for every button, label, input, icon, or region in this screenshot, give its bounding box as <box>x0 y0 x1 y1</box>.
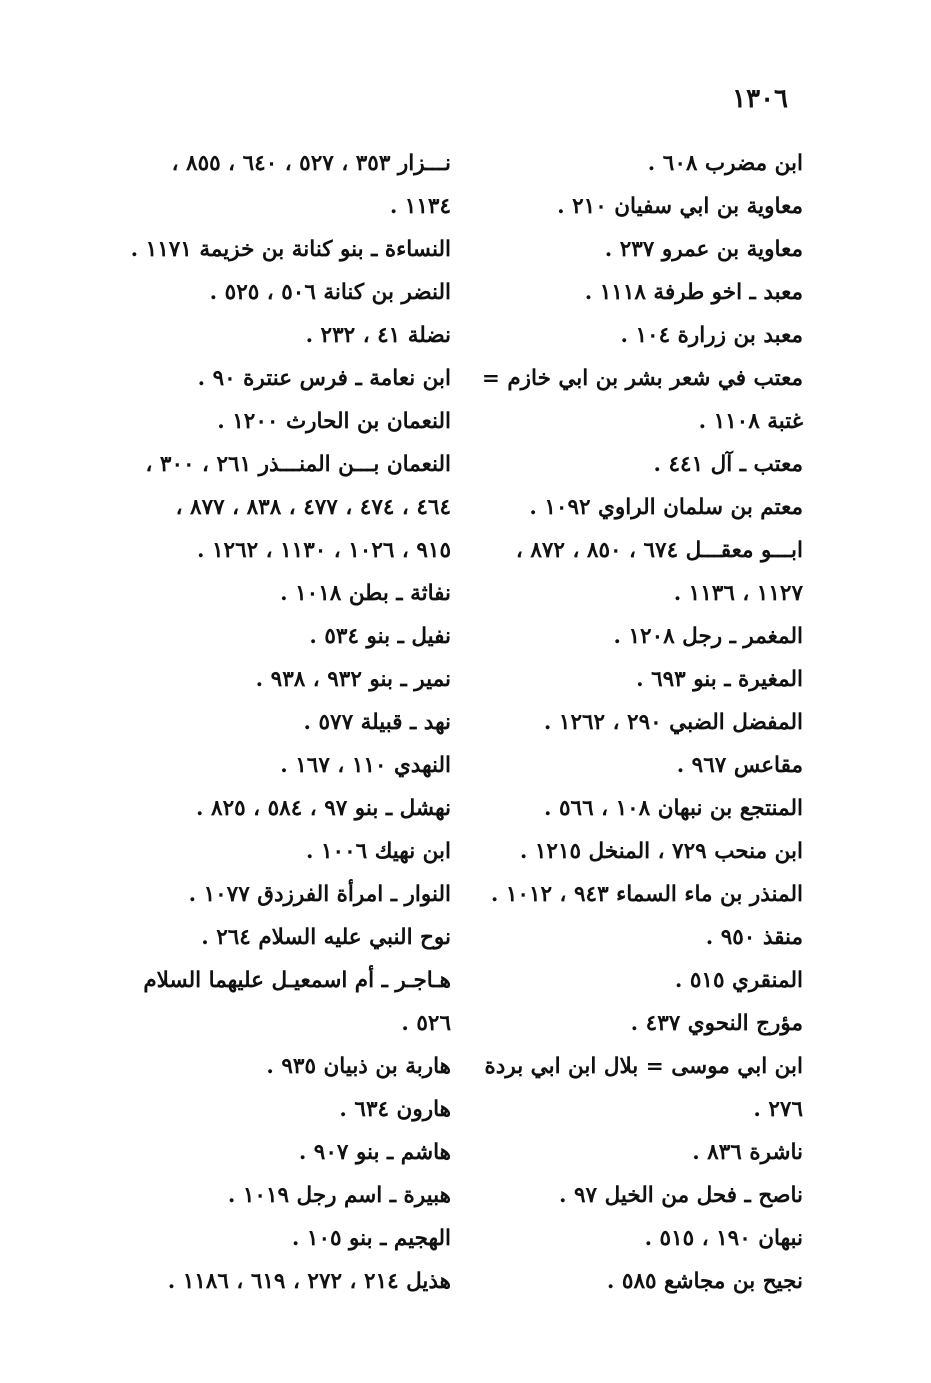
index-entry: ابن ابي موسى = بلال ابن ابي بردة <box>484 1054 803 1079</box>
index-entry: النضر بن كنانة ٥٠٦ ، ٥٢٥ . <box>209 280 451 305</box>
index-entry: المفضل الضبي ٢٩٠ ، ١٢٦٢ . <box>543 710 803 735</box>
index-entry: غتبة ١١٠٨ . <box>698 409 803 434</box>
index-entry: معتب في شعر بشر بن ابي خازم = <box>481 366 803 391</box>
index-entry: نهد ـ قبيلة ٥٧٧ . <box>303 710 451 735</box>
index-entry: هـاجـر ـ أم اسمعيـل عليهما السلام <box>143 968 451 993</box>
index-entry: نجيح بن مجاشع ٥٨٥ . <box>606 1269 803 1294</box>
index-entry: معتب ـ آل ٤٤١ . <box>653 452 803 477</box>
index-entry: معاوية بن عمرو ٢٣٧ . <box>604 237 803 262</box>
index-entry: المنقري ٥١٥ . <box>674 968 803 993</box>
index-entry: ٩١٥ ، ١٠٢٦ ، ١١٣٠ ، ١٢٦٢ . <box>196 538 451 563</box>
index-entry: النعمان بـــن المنـــذر ٢٦١ ، ٣٠٠ ، <box>145 452 451 477</box>
index-entry: نبهان ١٩٠ ، ٥١٥ . <box>644 1226 803 1251</box>
index-entry: ابن منحب ٧٢٩ ، المنخل ١٢١٥ . <box>519 839 803 864</box>
index-entry: نفاثة ـ بطن ١٠١٨ . <box>280 581 451 606</box>
index-column-left <box>116 142 451 1303</box>
index-entry: الهجيم ـ بنو ١٠٥ . <box>291 1226 451 1251</box>
index-entry: معبد ـ اخو طرفة ١١١٨ . <box>584 280 803 305</box>
index-entry: ٤٦٤ ، ٤٧٤ ، ٤٧٧ ، ٨٣٨ ، ٨٧٧ ، <box>175 495 451 520</box>
index-entry: ناشرة ٨٣٦ . <box>692 1140 803 1165</box>
index-entry: ١١٢٧ ، ١١٣٦ . <box>673 581 803 606</box>
index-entry: نفيل ـ بنو ٥٣٤ . <box>309 624 451 649</box>
index-entry: هاربة بن ذبيان ٩٣٥ . <box>266 1054 451 1079</box>
index-entry: هارون ٦٣٤ . <box>339 1097 451 1122</box>
index-entry: هبيرة ـ اسم رجل ١٠١٩ . <box>227 1183 451 1208</box>
index-entry: نضلة ٤١ ، ٢٣٢ . <box>305 323 451 348</box>
index-entry: نوح النبي عليه السلام ٢٦٤ . <box>201 925 451 950</box>
index-entry: النوار ـ امرأة الفرزدق ١٠٧٧ . <box>188 882 451 907</box>
index-entry: ١١٣٤ . <box>389 194 451 219</box>
index-entry: منقذ ٩٥٠ . <box>705 925 803 950</box>
index-entry: ابن مضرب ٦٠٨ . <box>647 151 803 176</box>
index-entry: المنتجع بن نبهان ١٠٨ ، ٥٦٦ . <box>544 796 803 821</box>
index-entry: هاشم ـ بنو ٩٠٧ . <box>298 1140 451 1165</box>
index-entry: نهشل ـ بنو ٩٧ ، ٥٨٤ ، ٨٢٥ . <box>196 796 451 821</box>
index-entry: ابن نهيك ١٠٠٦ . <box>306 839 451 864</box>
page-number: ١٣٠٦ <box>732 84 788 114</box>
index-entry: النعمان بن الحارث ١٢٠٠ . <box>217 409 451 434</box>
index-entry: ناصح ـ فحل من الخيل ٩٧ . <box>559 1183 803 1208</box>
index-entry: النساءة ـ بنو كنانة بن خزيمة ١١٧١ . <box>130 237 451 262</box>
index-entry: معبد بن زرارة ١٠٤ . <box>620 323 803 348</box>
index-entry: معتم بن سلمان الراوي ١٠٩٢ . <box>529 495 803 520</box>
index-column-right <box>478 142 803 1303</box>
index-entry: مؤرج النحوي ٤٣٧ . <box>630 1011 803 1036</box>
index-entry: المنذر بن ماء السماء ٩٤٣ ، ١٠١٢ . <box>490 882 803 907</box>
index-entry: المغمر ـ رجل ١٢٠٨ . <box>613 624 803 649</box>
index-entry: المغيرة ـ بنو ٦٩٣ . <box>636 667 803 692</box>
index-entry: ابـــو معقـــل ٦٧٤ ، ٨٥٠ ، ٨٧٢ ، <box>515 538 803 563</box>
index-entry: مقاعس ٩٦٧ . <box>676 753 803 778</box>
index-entry: ٢٧٦ . <box>753 1097 803 1122</box>
index-entry: نمير ـ بنو ٩٣٢ ، ٩٣٨ . <box>255 667 451 692</box>
index-entry: معاوية بن ابي سفيان ٢١٠ . <box>557 194 803 219</box>
index-entry: النهدي ١١٠ ، ١٦٧ . <box>280 753 451 778</box>
index-entry: نـــزار ٣٥٣ ، ٥٢٧ ، ٦٤٠ ، ٨٥٥ ، <box>171 151 451 176</box>
index-entry: ابن نعامة ـ فرس عنترة ٩٠ . <box>197 366 451 391</box>
index-entry: ٥٢٦ . <box>401 1011 451 1036</box>
index-entry: هذيل ٢١٤ ، ٢٧٢ ، ٦١٩ ، ١١٨٦ . <box>167 1269 451 1294</box>
